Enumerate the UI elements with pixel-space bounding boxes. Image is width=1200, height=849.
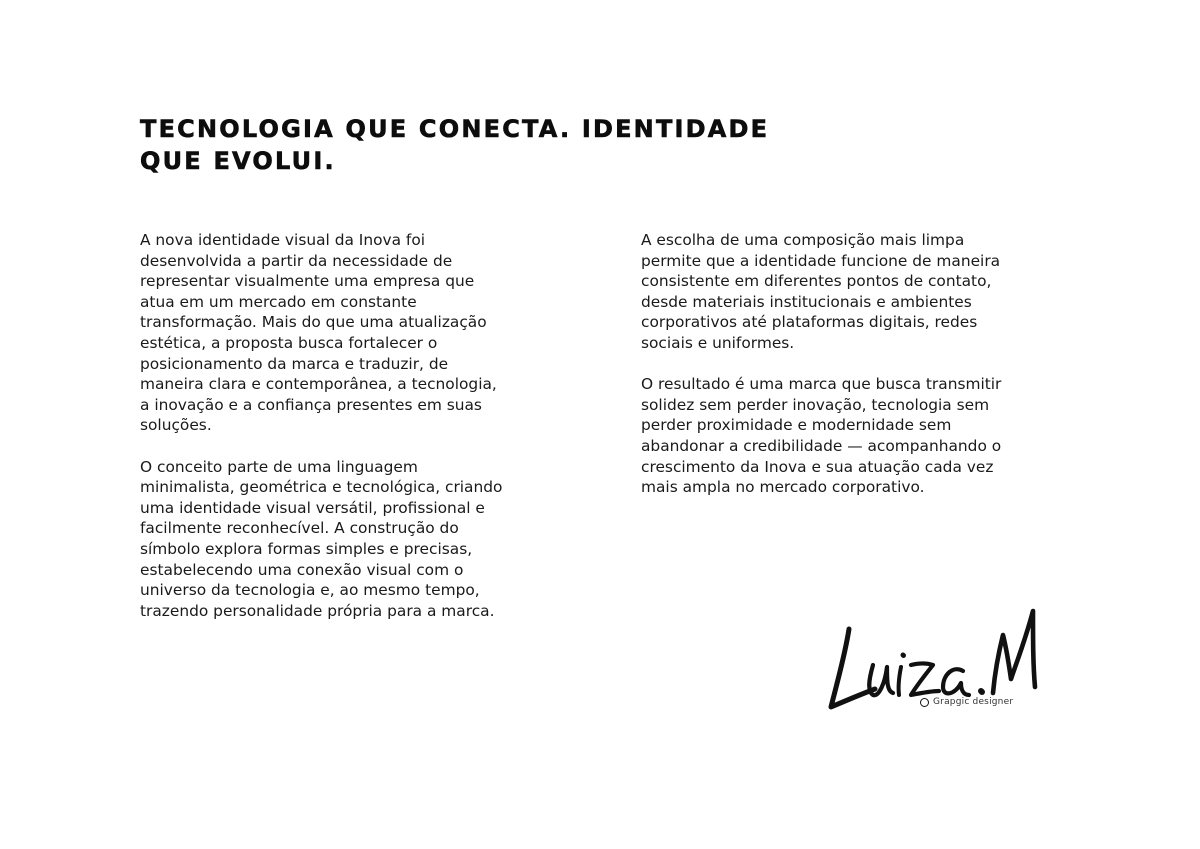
- title-line-2: QUE EVOLUI.: [140, 147, 336, 175]
- page-title: [140, 113, 900, 177]
- paragraph: O resultado é uma marca que busca transmitir solidez sem perder inovação, tecnologia sem perder proximidade e modernidade sem abandonar a credibilidade — acompanhando o crescimento da Inova e sua atuação cada vez mais ampla no mercado corporativo.: [641, 375, 1002, 497]
- role-label: Grapgic designer: [933, 697, 1014, 707]
- ring-icon: [920, 698, 929, 707]
- paragraph: O conceito parte de uma linguagem minimalista, geométrica e tecnológica, criando uma identidade visual versátil, profissional e facilmente reconhecível. A construção do símbolo explora formas simples e precisas, estabelecendo uma conexão visual com o universo da tecnologia e, ao mesmo tempo, trazendo personalidade própria para a marca.: [140, 457, 503, 620]
- designer-role: [920, 697, 1013, 707]
- left-text-column: [140, 230, 560, 642]
- right-text-column: [641, 230, 1061, 518]
- paragraph: A nova identidade visual da Inova foi desenvolvida a partir da necessidade de representar visualmente uma empresa que atua em um mercado em constante transformação. Mais do que uma atualização estética, a proposta busca fortalecer o posicionamento da marca e traduzir, de maneira clara e contemporânea, a tecnologia, a inovação e a confiança presentes em suas soluções.: [140, 231, 497, 435]
- title-line-1: TECNOLOGIA QUE CONECTA. IDENTIDADE: [140, 115, 770, 143]
- paragraph: A escolha de uma composição mais limpa permite que a identidade funcione de maneira consistente em diferentes pontos de contato, desde materiais institucionais e ambientes corporativos até plataformas digitais, redes sociais e uniformes.: [641, 231, 1001, 352]
